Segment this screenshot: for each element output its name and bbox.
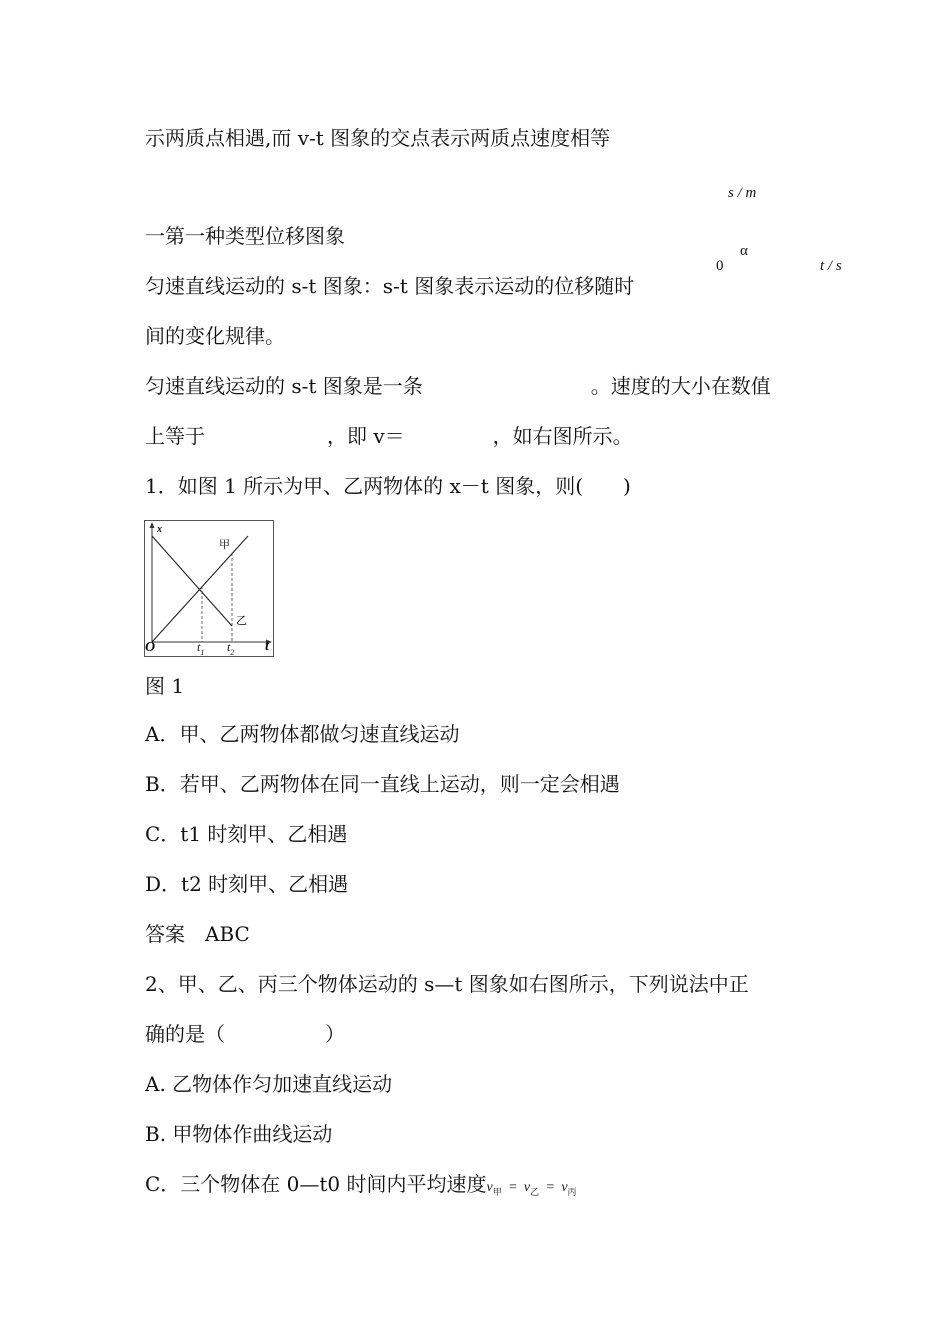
v-jia: $v_甲$ [486, 1180, 502, 1198]
y-axis-label: x [157, 524, 162, 535]
question-2-stem-1: 2、甲、乙、丙三个物体运动的 s—t 图象如右图所示，下列说法中正 [145, 972, 749, 996]
line-yi-label: 乙 [236, 614, 247, 627]
t2-subscript: 2 [230, 648, 235, 657]
question-2-stem-2: 确的是（ ） [145, 1022, 345, 1046]
question-1-option-d: D．t2 时刻甲、乙相遇 [145, 872, 349, 896]
origin-label: 0 [716, 258, 724, 274]
figure-1-graph [144, 520, 274, 657]
sentence4-part1: 匀速直线运动的 s-t 图象是一条 [145, 374, 423, 398]
text-line-4: 间的变化规律。 [145, 324, 285, 348]
question-2-option-b: B. 甲物体作曲线运动 [145, 1122, 333, 1146]
fig1-x-axis-label: t [265, 639, 269, 654]
question-1-option-b: B．若甲、乙两物体在同一直线上运动，则一定会相遇 [145, 772, 620, 796]
question-1-option-c: C．t1 时刻甲、乙相遇 [145, 822, 348, 846]
question-2-option-a: A. 乙物体作匀加速直线运动 [145, 1072, 393, 1096]
fig1-origin-label: O [145, 640, 156, 655]
sentence4-part2: 。速度的大小在数值 [590, 374, 771, 398]
question-1-answer: 答案 ABC [145, 922, 250, 946]
fig1-t2-label [227, 640, 234, 657]
figure-1-caption: 图 1 [145, 674, 185, 698]
y-axis-arrow [150, 522, 155, 528]
v-yi: $v_乙$ [523, 1180, 540, 1198]
option-c-text: C．三个物体在 0—t0 时间内平均速度 [145, 1172, 487, 1196]
text-line-3: 匀速直线运动的 s-t 图象：s-t 图象表示运动的位移随时 [145, 274, 635, 298]
sentence5-part3: ，如右图所示。 [492, 424, 633, 448]
fill-blank-sentence-1 [145, 373, 771, 399]
s-axis-label: s / m [728, 185, 757, 201]
sentence5-part2: ，即 v＝ [327, 424, 405, 448]
equals-1: = [508, 1180, 518, 1195]
fill-blank-sentence-2 [145, 423, 633, 449]
fig1-t1-label [197, 640, 204, 657]
alpha-label: α [740, 243, 748, 259]
equals-2: = [545, 1180, 555, 1195]
question-1-stem: 1．如图 1 所示为甲、乙两物体的 x－t 图象，则( ) [145, 474, 631, 498]
t1-subscript: 1 [200, 648, 205, 657]
text-line-1: 示两质点相遇,而 v-t 图象的交点表示两质点速度相等 [145, 126, 611, 150]
t2-label: t [227, 640, 231, 654]
t1-label: t [197, 640, 201, 654]
figure-frame [145, 521, 274, 657]
sentence5-part1: 上等于 [145, 424, 205, 448]
line-jia-label: 甲 [219, 538, 230, 551]
v-bing: $v_丙$ [561, 1180, 577, 1198]
section-heading: 一第一种类型位移图象 [145, 224, 345, 248]
question-1-option-a: A．甲、乙两物体都做匀速直线运动 [145, 722, 460, 746]
t-axis-label: t / s [820, 258, 842, 274]
question-2-option-c [145, 1171, 577, 1206]
